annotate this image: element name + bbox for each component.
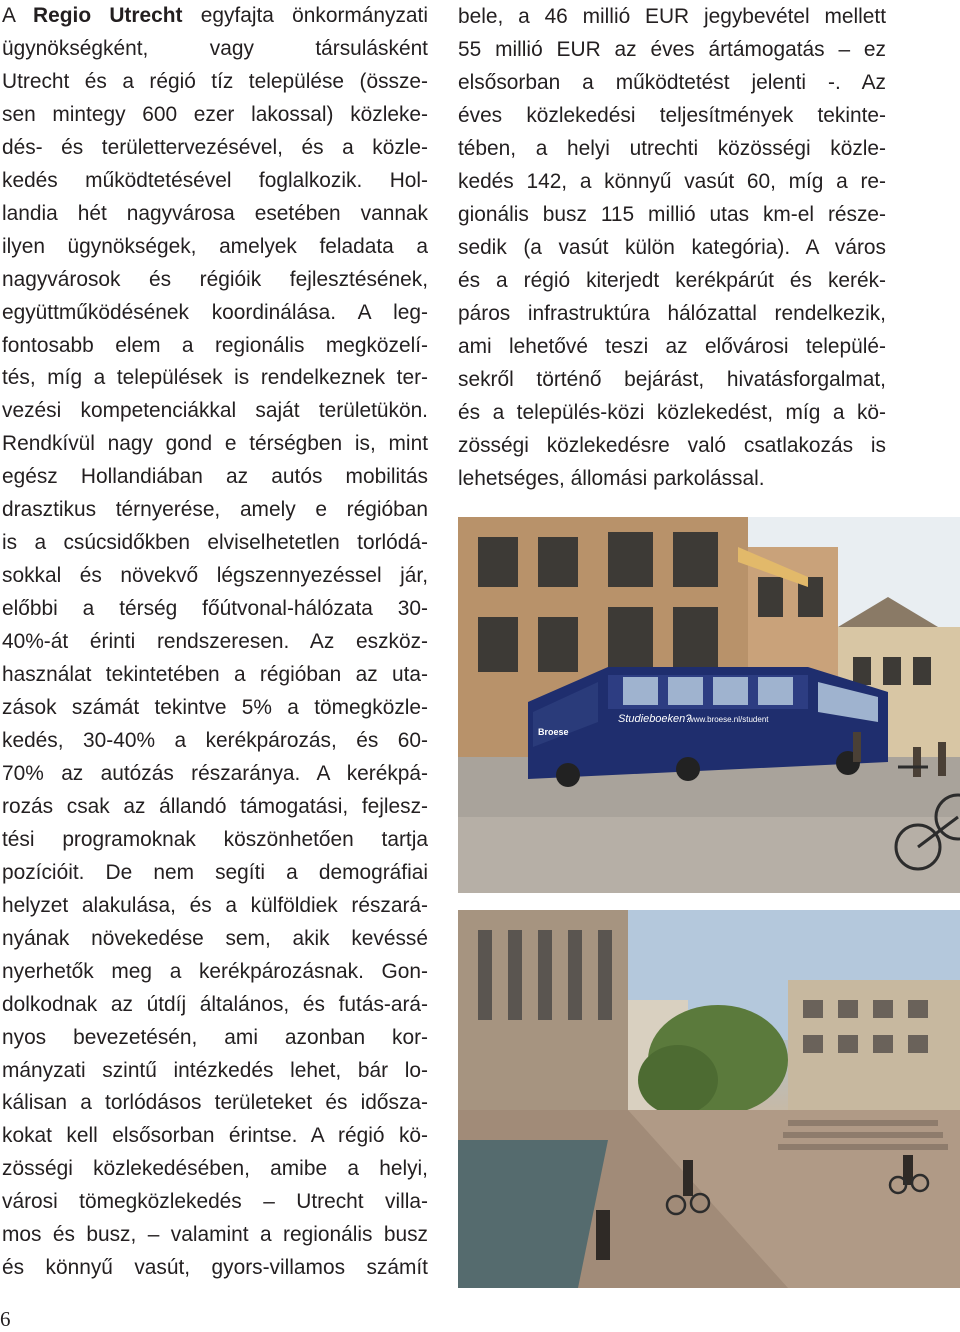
text-line: rozás csak az állandó támogatási, fejlesz-	[2, 794, 428, 818]
text-line: gionális busz 115 millió utas km-el része-	[458, 203, 886, 226]
text-line: kedés, 30-40% a kerékpározás, és 60-	[2, 728, 428, 752]
text-line: egész Hollandiában az autós mobilitás	[2, 465, 428, 489]
photo-bus-street	[458, 517, 960, 893]
text-line: zások számát tekintve 5% a tömegközle-	[2, 696, 428, 720]
text-line: kálisan a torlódásos területeket és idősza-	[2, 1091, 428, 1115]
text-line: tési programoknak köszönhetően tartja	[2, 827, 428, 851]
text-line: helyzet alakulása, és a külföldiek részará-	[2, 893, 428, 917]
page-number: 6	[0, 1307, 11, 1331]
text-line: is a csúcsidőkben elviselhetetlen torlódá-	[2, 531, 428, 555]
bold-term: Regio Utrecht	[33, 4, 183, 27]
text-line: ügynökségként, vagy társulásként	[2, 36, 428, 60]
text-line: kokat kell elsősorban érintse. A régió kö-	[2, 1124, 428, 1148]
text-line: landia hét nagyvárosa esetében vannak	[2, 201, 428, 225]
text-line: dolkodnak az útdíj általános, és futás-ará-	[2, 992, 428, 1016]
text-line: bele, a 46 millió EUR jegybevétel mellett	[458, 5, 886, 28]
text-line: sen mintegy 600 ezer lakossal) közleke-	[2, 102, 428, 126]
text-line: Rendkívül nagy gond e térségben is, mint	[2, 432, 428, 456]
text-line: páros infrastruktúra hálózattal rendelkezik,	[458, 302, 886, 325]
svg-text:www.broese.nl/student: www.broese.nl/student	[688, 715, 769, 724]
text-line: 40%-át érinti rendszeresen. Az eszköz-	[2, 630, 428, 654]
text-line: városi tömegközlekedés – Utrecht villa-	[2, 1190, 428, 1214]
text-line: ami lehetővé teszi az elővárosi települé-	[458, 335, 886, 358]
text-line: pozícióit. De nem segíti a demográfiai	[2, 860, 428, 884]
text-line: tés, míg a települések is rendelkeznek ter-	[2, 366, 428, 390]
right-paragraph	[458, 0, 886, 495]
text-line: dés- és területtervezésével, és a közle-	[2, 135, 428, 159]
text-line: nyának növekedése sem, akik kevéssé	[2, 926, 428, 950]
svg-text:Broese: Broese	[538, 727, 569, 737]
text-line: nyerhetők meg a kerékpározásnak. Gon-	[2, 959, 428, 983]
text-line: kedés működtetésével foglalkozik. Hol-	[2, 168, 428, 192]
text-line: tében, a helyi utrechti közösségi közle-	[458, 137, 886, 160]
text-line: használat tekintetében a régióban az uta-	[2, 663, 428, 687]
text-line: kedés 142, a könnyű vasút 60, míg a re-	[458, 170, 886, 193]
text-line: elsősorban a működtetést jelenti -. Az	[458, 71, 886, 94]
text-line: lehetséges, állomási parkolással.	[458, 467, 765, 490]
text-line: Utrecht és a régió tíz települése (össze-	[2, 69, 428, 93]
text-line: előbbi a térség főútvonal-hálózata 30-	[2, 597, 428, 621]
text-line: drasztikus térnyerése, amely e régióban	[2, 498, 428, 522]
text-line: nagyvárosok és régióik fejlesztésének,	[2, 267, 428, 291]
photo-square-canal	[458, 910, 960, 1288]
text-line: mos és busz, – valamint a regionális busz	[2, 1223, 428, 1247]
text-line: éves közlekedési teljesítmények tekinte-	[458, 104, 886, 127]
right-text-column	[458, 0, 886, 495]
text-line: együttműködésének koordinálása. A leg-	[2, 300, 428, 324]
svg-text:Studieboeken?: Studieboeken?	[618, 713, 692, 725]
text-run: egyfajta önkormányzati	[182, 4, 428, 27]
text-line: ilyen ügynökségek, amelyek feladata a	[2, 234, 428, 258]
text-line: és a település-közi közlekedést, míg a kö-	[458, 401, 886, 424]
text-line: és a régió kiterjedt kerékpárút és kerék-	[458, 269, 886, 292]
text-run: A	[2, 4, 34, 27]
text-line: 55 millió EUR az éves ártámogatás – ez	[458, 38, 886, 61]
left-text-column	[2, 0, 428, 1285]
text-line: 70% az autózás részaránya. A kerékpá-	[2, 761, 428, 785]
text-line: sokkal és növekvő légszennyezéssel jár,	[2, 564, 428, 588]
text-line: és könnyű vasút, gyors-villamos számít	[2, 1256, 428, 1280]
text-line: sedik (a vasút külön kategória). A város	[458, 236, 886, 259]
text-line	[2, 0, 428, 33]
text-line: zösségi közlekedésre való csatlakozás is	[458, 434, 886, 457]
text-line: sekről történő bejárást, hivatásforgalmat,	[458, 368, 886, 391]
text-line: fontosabb elem a regionális megközelí-	[2, 333, 428, 357]
text-line: zösségi közlekedésében, amibe a helyi,	[2, 1157, 428, 1181]
text-line: mányzati szintű intézkedés lehet, bár lo-	[2, 1058, 428, 1082]
text-line: nyos bevezetésén, ami azonban kor-	[2, 1025, 428, 1049]
text-line: vezési kompetenciákkal saját területükön.	[2, 399, 428, 423]
